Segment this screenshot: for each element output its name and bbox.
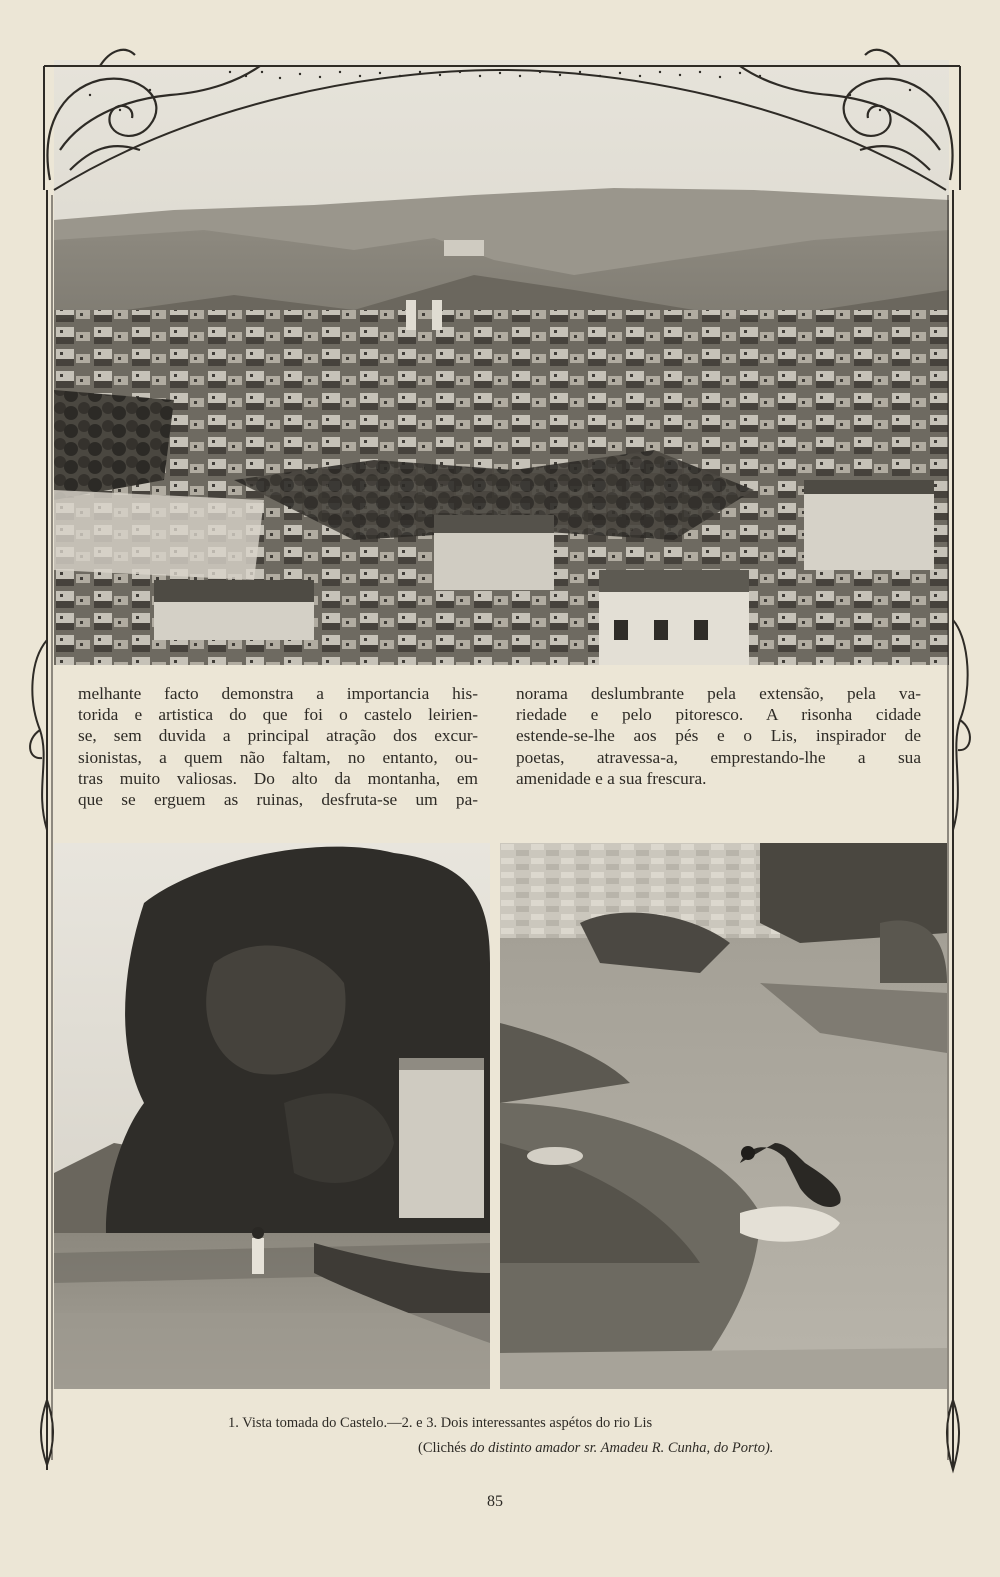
photo-credit-prefix: (Clichés: [418, 1440, 470, 1456]
side-scroll-right: [953, 620, 970, 830]
text-line: que se erguem as ruinas, desfruta-se um pa-: [78, 789, 478, 809]
text-line: estende-se-lhe aos pés e o Lis, inspirador de: [516, 726, 921, 746]
text-line: norama deslumbrante pela extensão, pela va-: [516, 684, 921, 703]
side-scroll-left: [30, 640, 47, 830]
text-column-right: [516, 683, 921, 789]
text-line: melhante facto demonstra a importancia his-: [78, 684, 478, 703]
text-line: sionistas, a quem não faltam, no entanto, ou-: [78, 747, 478, 767]
photo-credit-italic: do distinto amador sr. Amadeu R. Cunha, do Porto).: [469, 1440, 774, 1456]
bottom-ornament-right: [947, 1400, 959, 1470]
bottom-ornament-left: [41, 1400, 53, 1465]
photo-caption: 1. Vista tomada do Castelo.—2. e 3. Dois interessantes aspétos do rio Lis: [228, 1415, 653, 1431]
text-line: riedade e pelo pitoresco. A risonha cidade: [516, 705, 921, 725]
text-line: poetas, atravessa-a, emprestando-lhe a sua: [516, 747, 921, 767]
text-line: torida e artistica do que foi o castelo leirien-: [78, 705, 478, 725]
text-line: amenidade e a sua frescura.: [516, 768, 707, 788]
text-line: se, sem duvida a principal atração dos excur-: [78, 726, 478, 746]
photo-credit: [418, 1440, 773, 1457]
text-line: tras muito valiosas. Do alto da montanha, em: [78, 768, 478, 788]
town-panorama-photo: [54, 60, 949, 665]
page-number: 85: [487, 1493, 503, 1510]
text-column-left: [78, 683, 478, 810]
river-washerwoman-photo: [500, 843, 947, 1389]
river-trees-photo: [54, 843, 490, 1389]
